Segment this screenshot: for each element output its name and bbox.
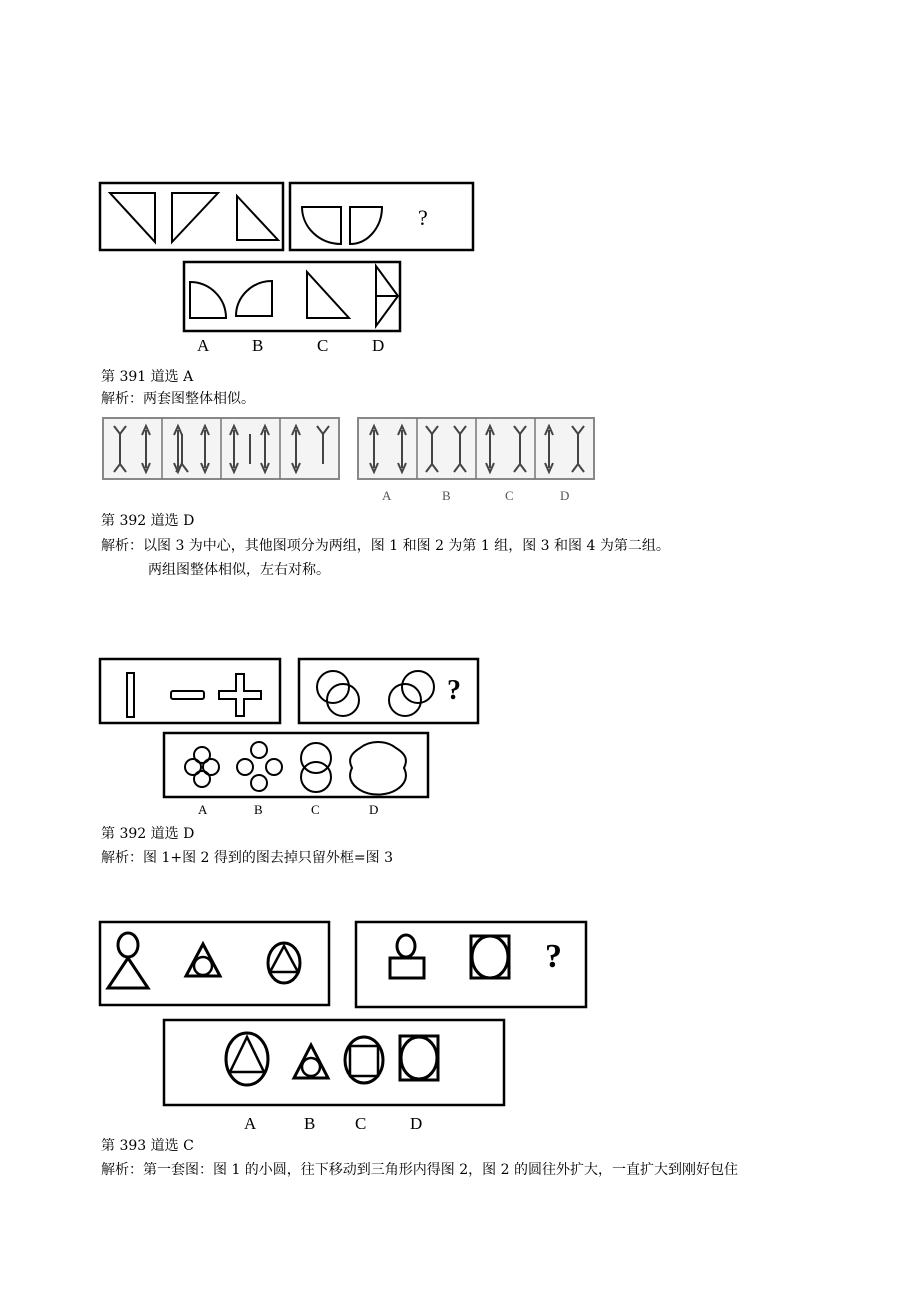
- q391-question-mark: ?: [418, 205, 428, 230]
- q391-analysis: 解析：两套图整体相似。: [101, 391, 255, 407]
- q392b-option-a: A: [198, 802, 208, 817]
- q392b-option-c: C: [311, 802, 320, 817]
- q393-option-c: C: [355, 1114, 367, 1133]
- q393-option-b: B: [304, 1114, 316, 1133]
- q392b-analysis: 解析：图 1+图 2 得到的图去掉只留外框=图 3: [101, 850, 393, 866]
- q392a-option-d: D: [560, 488, 570, 503]
- q391-option-d: D: [372, 336, 385, 355]
- q391-option-c: C: [317, 336, 329, 355]
- q391-answer: 第 391 道选 A: [101, 369, 194, 385]
- q392a-analysis-line2: 两组图整体相似，左右对称。: [148, 562, 330, 578]
- q392a-analysis-line1: 解析：以图 3 为中心，其他图项分为两组，图 1 和图 2 为第 1 组，图 3 和图 4 为第二组。: [101, 538, 670, 554]
- q392b-answer: 第 392 道选 D: [101, 826, 195, 842]
- q392a-option-a: A: [382, 488, 392, 503]
- q393-option-d: D: [410, 1114, 423, 1133]
- q392a-option-c: C: [505, 488, 514, 503]
- q393-answer: 第 393 道选 C: [101, 1138, 194, 1154]
- q393-analysis: 解析：第一套图：图 1 的小圆，往下移动到三角形内得图 2，图 2 的圆往外扩大，一直扩大到刚好包住: [101, 1162, 738, 1178]
- q391-option-a: A: [197, 336, 210, 355]
- q392b-question-mark: ?: [447, 675, 461, 706]
- q393-option-a: A: [244, 1114, 257, 1133]
- q392a-answer: 第 392 道选 D: [101, 513, 195, 529]
- q392a-option-b: B: [442, 488, 451, 503]
- q392b-option-b: B: [254, 802, 263, 817]
- q391-option-b: B: [252, 336, 264, 355]
- q392b-option-d: D: [369, 802, 379, 817]
- q393-question-mark: ?: [545, 938, 562, 975]
